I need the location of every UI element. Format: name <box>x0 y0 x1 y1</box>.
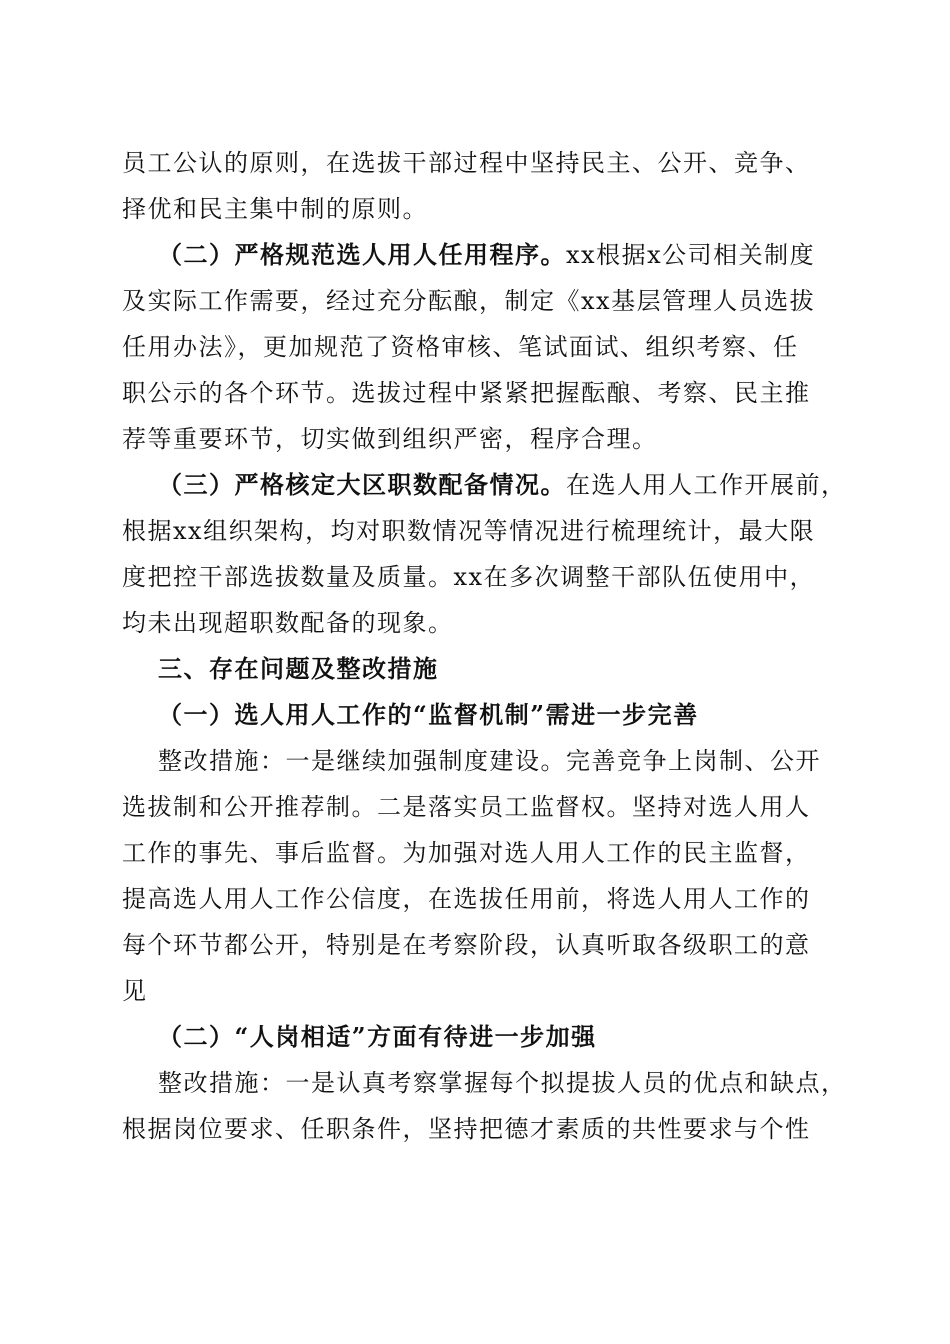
section-heading-3: （三）严格核定大区职数配备情况。 <box>158 470 566 499</box>
paragraph-line: 工作的事先、事后监督。为加强对选人用人工作的民主监督， <box>122 839 811 867</box>
sub-heading-1: （一）选人用人工作的“监督机制”需进一步完善 <box>158 700 699 729</box>
paragraph-text: 在选人用人工作开展前， <box>566 471 847 499</box>
paragraph-line: 根据xx组织架构，均对职数情况等情况进行梳理统计，最大限 <box>122 517 816 545</box>
paragraph-line: 任用办法》，更加规范了资格审核、笔试面试、组织考察、任 <box>122 333 799 361</box>
sub-heading-2: （二）“人岗相适”方面有待进一步加强 <box>158 1022 597 1051</box>
paragraph-line: 职公示的各个环节。选拔过程中紧紧把握酝酿、考察、民主推 <box>122 379 811 407</box>
paragraph-line: 员工公认的原则，在选拔干部过程中坚持民主、公开、竞争、 <box>122 149 811 177</box>
paragraph-line: 整改措施：一是继续加强制度建设。完善竞争上岗制、公开 <box>158 747 821 775</box>
paragraph-line: 见 <box>122 977 148 1005</box>
paragraph-text: xx根据x公司相关制度 <box>566 241 816 269</box>
section-heading-2: （二）严格规范选人用人任用程序。 <box>158 240 566 269</box>
paragraph-line: 整改措施：一是认真考察掌握每个拟提拔人员的优点和缺点， <box>158 1069 847 1097</box>
paragraph-line: 提高选人用人工作公信度，在选拔任用前，将选人用人工作的 <box>122 885 811 913</box>
paragraph-line: 根据岗位要求、任职条件，坚持把德才素质的共性要求与个性 <box>122 1115 811 1143</box>
section-line-3 <box>158 470 847 500</box>
paragraph-line: 荐等重要环节，切实做到组织严密，程序合理。 <box>122 425 658 453</box>
paragraph-line: 择优和民主集中制的原则。 <box>122 195 428 223</box>
paragraph-line: 每个环节都公开，特别是在考察阶段，认真听取各级职工的意 <box>122 931 811 959</box>
paragraph-line: 及实际工作需要，经过充分酝酿，制定《xx基层管理人员选拔 <box>122 287 816 315</box>
paragraph-line: 选拔制和公开推荐制。二是落实员工监督权。坚持对选人用人 <box>122 793 811 821</box>
paragraph-line: 均未出现超职数配备的现象。 <box>122 609 454 637</box>
paragraph-line: 度把控干部选拔数量及质量。xx在多次调整干部队伍使用中， <box>122 563 816 591</box>
section-line-2 <box>158 240 815 270</box>
chapter-heading: 三、存在问题及整改措施 <box>158 655 439 683</box>
